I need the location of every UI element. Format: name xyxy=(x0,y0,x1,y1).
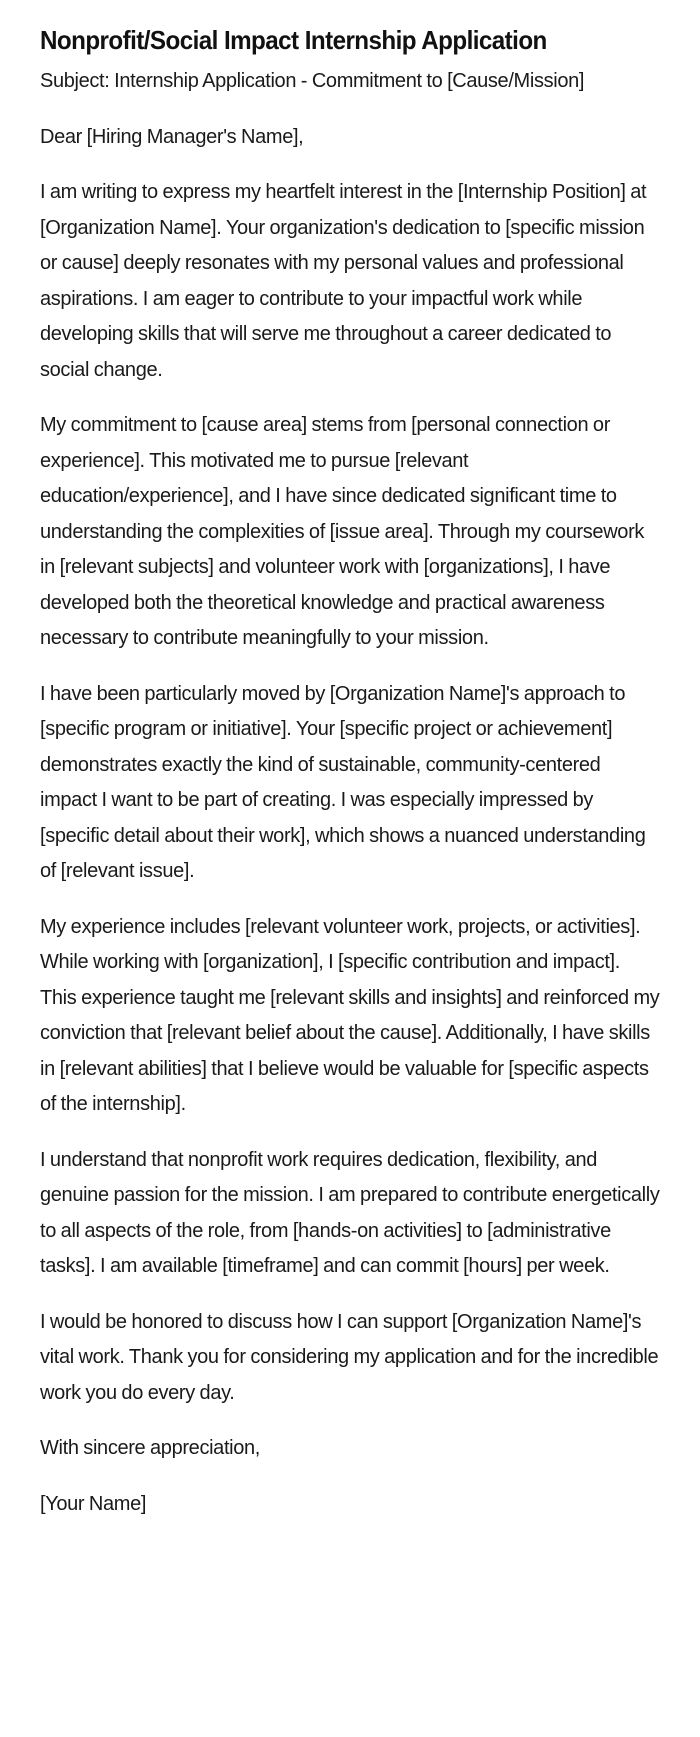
body-paragraph-intro: I am writing to express my heartfelt interest in the [Internship Position] at [Organization Name]. Your organization's dedication to [specific mission or cause] deeply resonates with my personal values and professional aspirations. I am eager to contribute to your impactful work while developing skills that will serve me throughout a career dedicated to social change. xyxy=(40,181,647,381)
signature: [Your Name] xyxy=(40,1492,147,1515)
body-paragraph-thanks: I would be honored to discuss how I can support [Organization Name]'s vital work. Thank you for considering my application and for the incredible work you do every day. xyxy=(40,1310,659,1404)
document-title: Nonprofit/Social Impact Internship Application xyxy=(40,25,547,55)
body-paragraph-commitment: My commitment to [cause area] stems from [personal connection or experience]. This motivated me to pursue [relevant education/experience], and I have since dedicated significant time to understanding the complexities of [issue area]. Through my coursework in [relevant subjects] and volunteer work with [organizations], I have developed both the theoretical knowledge and practical awareness necessary to contribute meaningfully to your mission. xyxy=(40,414,645,649)
body-paragraph-availability: I understand that nonprofit work requires dedication, flexibility, and genuine passion for the mission. I am prepared to contribute energetically to all aspects of the role, from [hands-on activities] to [administrative tasks]. I am available [timeframe] and can commit [hours] per week. xyxy=(40,1148,660,1277)
body-paragraph-organization: I have been particularly moved by [Organization Name]'s approach to [specific program or initiative]. Your [specific project or achievement] demonstrates exactly the kind of sustainable, community-centered impact I want to be part of creating. I was especially impressed by [specific detail about their work], which shows a nuanced understanding of [relevant issue]. xyxy=(40,682,646,882)
salutation: Dear [Hiring Manager's Name], xyxy=(40,125,304,148)
body-paragraph-experience: My experience includes [relevant volunteer work, projects, or activities]. While working with [organization], I [specific contribution and impact]. This experience taught me [relevant skills and insights] and reinforced my conviction that [relevant belief about the cause]. Additionally, I have skills in [relevant abilities] that I believe would be valuable for [specific aspects of the internship]. xyxy=(40,915,660,1115)
subject-line: Subject: Internship Application - Commitment to [Cause/Mission] xyxy=(40,70,585,92)
letter-document xyxy=(40,22,660,1542)
closing-line: With sincere appreciation, xyxy=(40,1437,261,1459)
